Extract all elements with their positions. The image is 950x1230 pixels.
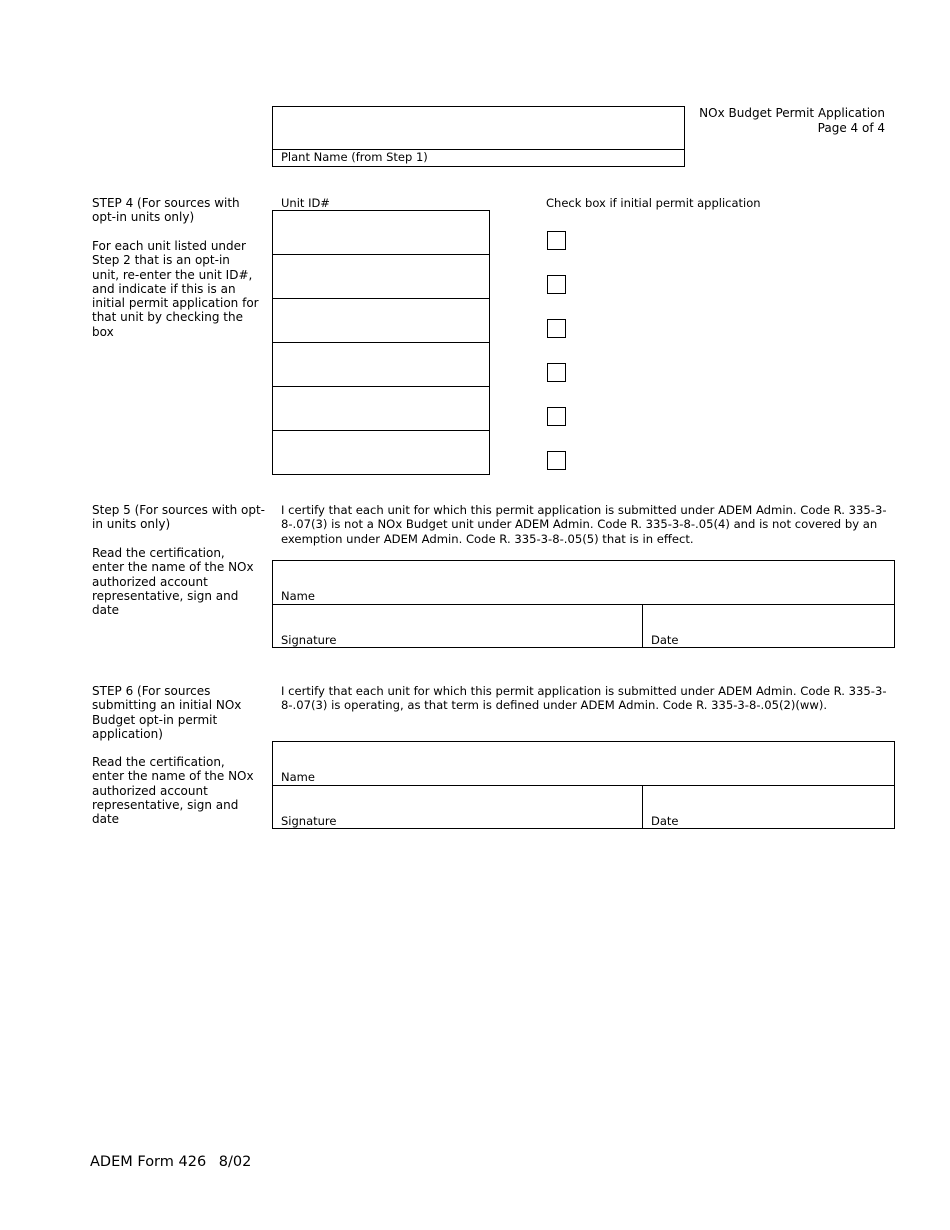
step4-instructions: For each unit listed under Step 2 that is an opt-in unit, re-enter the unit ID#, and indicate if this is an initial permit application for that unit by checking the box: [92, 239, 259, 339]
step5-instructions: Read the certification, enter the name of the NOx authorized account representative, sign and date: [92, 546, 254, 618]
initial-permit-checkbox[interactable]: [547, 451, 566, 470]
unit-id-input[interactable]: [272, 342, 490, 387]
step5-name-label: Name: [281, 589, 315, 603]
form-id: ADEM Form 426: [90, 1154, 207, 1170]
step5-heading: Step 5 (For sources with opt-in units only): [92, 503, 266, 532]
step6-name-input[interactable]: [273, 742, 894, 785]
step6-date-input[interactable]: [643, 786, 894, 828]
initial-permit-checkbox[interactable]: [547, 275, 566, 294]
step6-name-label: Name: [281, 770, 315, 784]
page-number: Page 4 of 4: [817, 120, 885, 135]
initial-permit-checkbox[interactable]: [547, 319, 566, 338]
step5-certification: I certify that each unit for which this permit application is submitted under ADEM Admin. Code R. 335-3-8-.07(3) is not a NOx Budget unit under ADEM Admin. Code R. 335-3-8-.05(4) and is not covered by an exemption under ADEM Admin. Code R. 335-3-8-.05(5) that is in effect.: [281, 503, 887, 546]
initial-permit-checkbox[interactable]: [547, 231, 566, 250]
step5-date-input[interactable]: [643, 605, 894, 647]
step6-date-label: Date: [651, 814, 679, 828]
step6-heading: STEP 6 (For sources submitting an initial NOx Budget opt-in permit application): [92, 684, 242, 741]
unit-id-input[interactable]: [272, 254, 490, 299]
unit-id-input[interactable]: [272, 430, 490, 475]
form-title: NOx Budget Permit Application: [699, 106, 885, 120]
plant-name-label: Plant Name (from Step 1): [281, 150, 428, 164]
step5-date-label: Date: [651, 633, 679, 647]
step4-heading: STEP 4 (For sources with opt-in units only): [92, 196, 240, 225]
footer: [90, 1155, 251, 1169]
unit-id-header: Unit ID#: [281, 196, 330, 210]
step6-instructions: Read the certification, enter the name of the NOx authorized account representative, sign and date: [92, 755, 254, 827]
unit-id-input[interactable]: [272, 386, 490, 431]
unit-id-input[interactable]: [272, 298, 490, 343]
step6-certification: I certify that each unit for which this permit application is submitted under ADEM Admin. Code R. 335-3-8-.07(3) is operating, as that term is defined under ADEM Admin. Code R. 335-3-8-.05(2)(ww).: [281, 684, 887, 713]
initial-permit-checkbox[interactable]: [547, 363, 566, 382]
step6-signature-label: Signature: [281, 814, 337, 828]
initial-permit-checkbox[interactable]: [547, 407, 566, 426]
initial-permit-checkbox-header: Check box if initial permit application: [546, 196, 761, 210]
unit-id-input[interactable]: [272, 210, 490, 255]
form-revision: 8/02: [218, 1154, 252, 1170]
step5-signature-label: Signature: [281, 633, 337, 647]
step5-name-input[interactable]: [273, 561, 894, 604]
